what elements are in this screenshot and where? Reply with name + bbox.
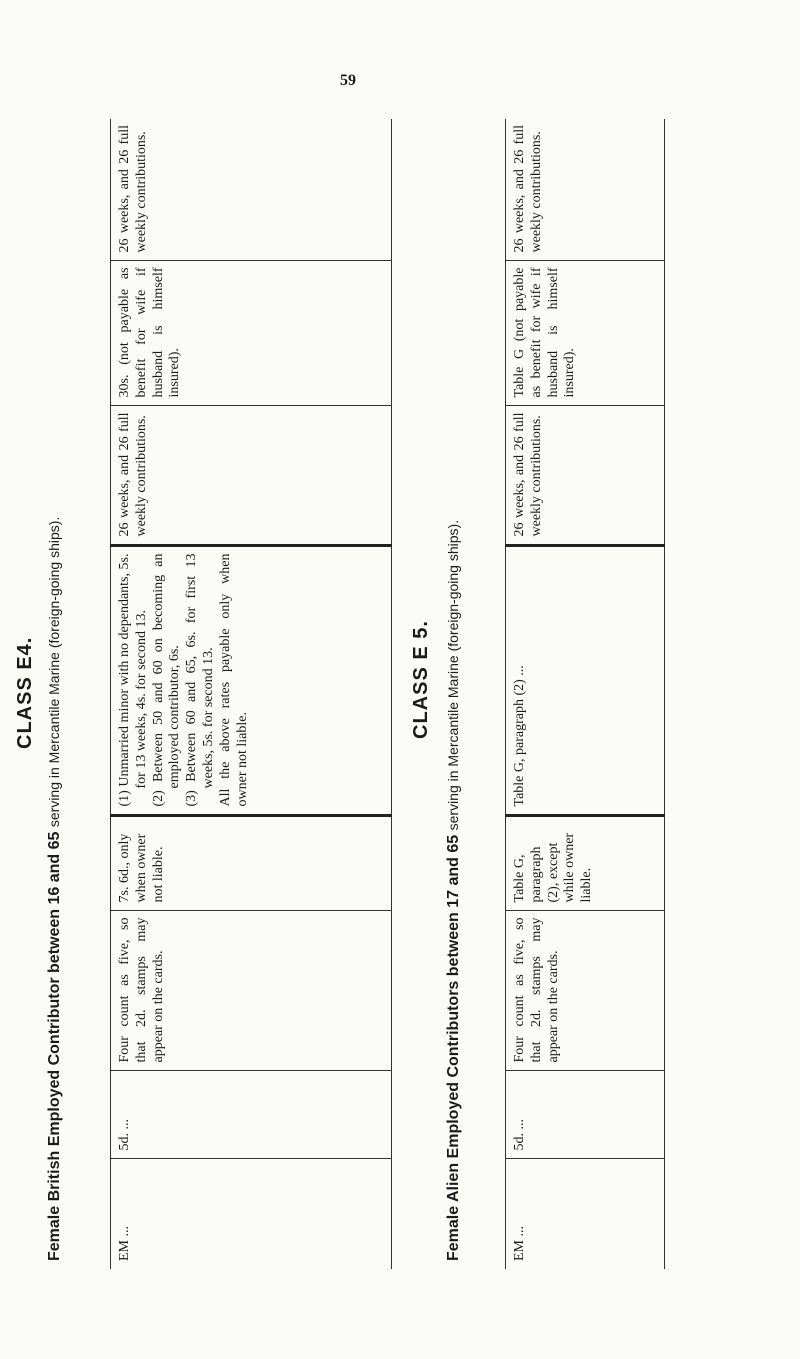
class-title-e4: CLASS E4. [14,636,36,749]
subtitle-e4 [46,517,64,1261]
husband-cell: Table G (not payable as benefit for wife if husband is himself insured). [506,261,665,406]
benefit-item-3: (3) Between 60 and 65, 6s. for first 13 weeks, 5s. for second 13. [184,553,216,807]
table-e5 [505,119,665,1269]
benefit-item-1: (1) Unmarried minor with no dependants, 5s. for 13 weeks, 4s. for second 13. [117,553,149,807]
benefit-cell: Table G, paragraph (2) ... [506,546,665,816]
page-number: 59 [340,72,356,89]
subtitle-e4-paren: serving in Mercantile Marine (foreign-going ships). [46,516,62,828]
stamps-cell: Four count as five, so that 2d. stamps may appear on the cards. [506,911,665,1071]
subtitle-e5 [445,520,463,1261]
subtitle-e5-main: Female Alien Employed Contributors between 17 and 65 [445,834,462,1261]
rate-cell: 5d. ... [111,1071,392,1159]
weeks-a-cell: 26 weeks, and 26 full weekly contributions. [506,406,665,546]
table-row [111,119,392,1269]
owner-rate-cell: 7s. 6d., only when owner not liable. [111,816,392,911]
owner-rate-cell: Table G, paragraph (2), except while owner liable. [506,816,665,911]
benefit-note: All the above rates payable only when owner not liable. [217,553,250,807]
class-title-e5: CLASS E 5. [410,620,432,739]
weeks-a-cell: 26 weeks, and 26 full weekly contributions. [111,406,392,546]
table-e4 [110,119,392,1269]
code-cell: EM ... [117,1226,132,1261]
code-cell: EM ... [512,1226,527,1261]
benefit-cell [111,546,392,816]
weeks-b-cell: 26 weeks, and 26 full weekly contributions. [506,119,665,261]
weeks-b-cell: 26 weeks, and 26 full weekly contributions. [111,119,392,261]
stamps-cell: Four count as five, so that 2d. stamps may appear on the cards. [111,911,392,1071]
table-row [506,119,665,1269]
rate-cell: 5d. ... [506,1071,665,1159]
subtitle-e4-main: Female British Employed Contributor between 16 and 65 [46,831,63,1261]
husband-cell: 30s. (not payable as benefit for wife if husband is himself insured). [111,261,392,406]
subtitle-e5-paren: serving in Mercantile Marine (foreign-going ships). [445,519,461,831]
benefit-item-2: (2) Between 50 and 60 on becoming an employed contributor, 6s. [150,553,183,807]
